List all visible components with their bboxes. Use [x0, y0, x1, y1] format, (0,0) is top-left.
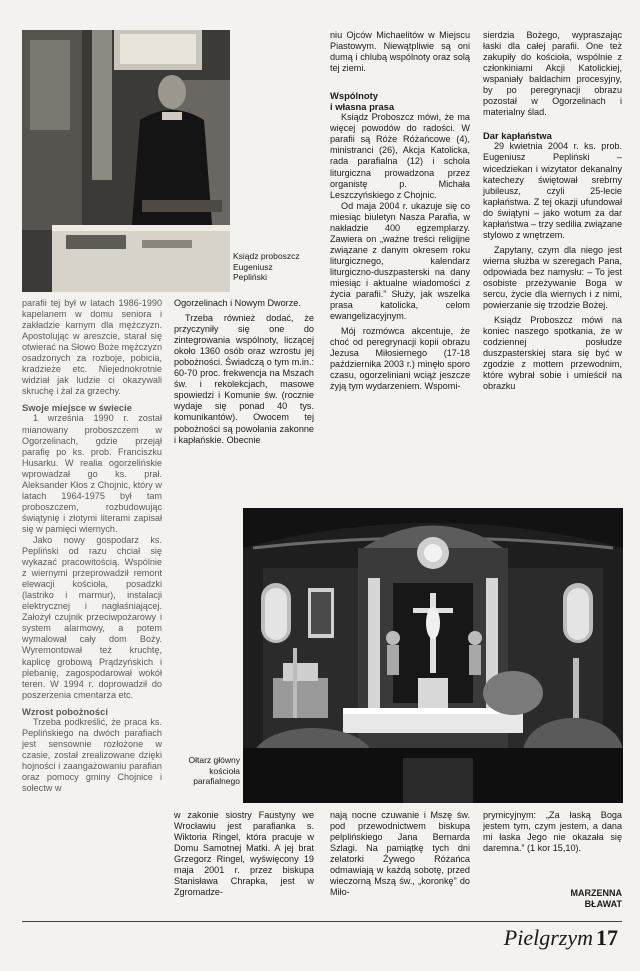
altar-photo-caption: [168, 755, 240, 787]
paragraph: 1 września 1990 r. został mianowany proboszczem w Ogorzelinach, gdzie przejął parafię po ks. prob. Franciszku Husarku. W realia ogorzelińskie wprowadzał go ks. prał. Aleksander Kłos z Chojnic, który w latach 1964-1975 był tam proboszczem, rozbudowując świątynię i złotymi literami zapisał się w pamięci wiernych.: [22, 413, 162, 534]
paragraph: Ogorzelinach i Nowym Dworze.: [174, 298, 301, 308]
altar-photo-image: [243, 508, 623, 803]
paragraph: niu Ojców Michaelitów w Miejscu Piastowym. Niewątpliwie są oni dumą i chlubą wspólnoty oraz solą tej ziemi.: [330, 30, 470, 74]
paragraph: Mój rozmówca akcentuje, że choć od peregrynacji kopii obrazu Jezusa Miłosiernego (17-18 października 2003 r.) minęło sporo czasu, ogorzeliniani wciąż jeszcze żyją tym wydarzeniem. Wspomi-: [330, 326, 470, 392]
priest-photo-caption: [233, 251, 303, 283]
paragraph: nają nocne czuwanie i Mszę św. pod przewodnictwem biskupa pelplińskiego Jana Bernarda Szlagi. Na pamiątkę tych dni zelatorki Żywego Różańca odmawiają w każdą sobotę, przed wieczorną Mszą św., „koronkę” do Miło-: [330, 810, 470, 898]
paragraph: Jako nowy gospodarz ks. Pepliński od razu chciał się wykazać pracowitością. Wspólnie z wiernymi przeprowadził remont elewacji kościoła, posadzki (lastriko i marmur), instalacji elektrycznej i nagłaśniającej. Założył czujnik przeciwpożarowy i system alarmowy, a potem wymalował cały dom Boży. Wyremontował też kruchtę, kaplicę grobową Prądzyńskich i plebanię, zagospodarował wokół teren. W 1994 r. doprowadził do poszerzenia cmentarza etc.: [22, 534, 162, 700]
article-column-6: [330, 810, 470, 898]
section-heading: Wzrost pobożności: [22, 705, 108, 717]
section-heading: Swoje miejsce w świecie: [22, 402, 132, 414]
article-column-1: [22, 298, 162, 794]
paragraph: 29 kwietnia 2004 r. ks. prob. Eugeniusz Pepliński – wicedziekan i wizytator dekanalny katechezy świętował srebrny jubileusz, czyli 25-lecie kapłaństwa. Z tej okazji ufundował do świątyni – jako wotum za dar kapłaństwa – trzy sedilia związane stylowo z wnętrzem.: [483, 141, 622, 240]
article-column-2: [174, 298, 314, 446]
page-footer: [504, 926, 618, 950]
paragraph: prymicyjnym: „Za łaską Boga jestem tym, czym jestem, a dana mi łaska Jego nie okazała się daremna.” (1 kor 15,10).: [483, 810, 622, 854]
caption-line: Eugeniusz: [233, 261, 273, 272]
priest-photo-image: [22, 30, 230, 292]
page-number: 17: [596, 925, 618, 950]
author-name-line: MARZENNA: [570, 888, 622, 898]
magazine-name: Pielgrzym: [503, 925, 593, 950]
article-column-4: [483, 30, 622, 392]
paragraph: Od maja 2004 r. ukazuje się co miesiąc biuletyn Nasza Parafia, w nakładzie 400 egzemplarzy. Zawiera on „ważne treści religijne związane z danym okresem roku liturgicznego, kalendarz liturgiczno-duszpasterski na dany miesiąc i aktualne wiadomości z życia parafii.” Służy, jak wszelka prasa katolicka, celom ewangelizacyjnym.: [330, 200, 470, 322]
altar-photo: [243, 508, 623, 803]
caption-line: Ołtarz główny: [188, 755, 240, 765]
section-heading: Dar kapłaństwa: [483, 130, 552, 142]
paragraph: sierdzia Bożego, wypraszając łaski dla całej parafii. One też zakupiły do kościoła, wspólnie z członkiniami Akcji Katolickiej, wspaniały baldachim procesyjny, by po peregrynacji obrazu pozostał w Ogorzelinach i materialny ślad.: [483, 30, 622, 118]
paragraph: Ksiądz Proboszcz mówi, że ma więcej powodów do radości. W parafii są Róże Różańcowe (4), ministranci (26), Akcja Katolicka, rada parafialna (12) i schola liturgiczna prowadzona przez organistę p. Michała Leszczyńskiego z Chojnic.: [330, 112, 470, 200]
section-heading: i własna prasa: [330, 101, 395, 113]
article-column-5: [174, 810, 314, 898]
paragraph: Trzeba podkreślić, że praca ks. Peplińskiego na dwóch parafiach jest sensownie rozłożone w czasie, został zrealizowane dzięki hojności i zaangażowaniu parafian oraz pomocy gminy Chojnice i sołectw w: [22, 716, 162, 794]
caption-line: Pepliński: [233, 272, 268, 283]
paragraph: parafii tej był w latach 1986-1990 kapelanem w domu seniora i zakładzie karnym dla mężczyzn. Apostolując w areszcie, starał się otwierać na Słowo Boże mężczyzn osadzonych za rozboje, pobicia, kradzieże etc. Niejednokrotnie widział jak ludzie ci okazywali skruchę i żal za grzechy.: [22, 298, 163, 397]
priest-photo: [22, 30, 230, 292]
paragraph: Ksiądz Proboszcz mówi na koniec naszego spotkania, że w codziennej posłudze duszpasterskiej stara się być w zgodzie z mottem przewodnim, które wybrał sobie i umieścił na obrazku: [483, 315, 622, 392]
paragraph: w zakonie siostry Faustyny we Wrocławiu jest parafianka s. Wiktoria Ringel, która pracuje w Domu Samotnej Matki. A jej brat Grzegorz Ringel, wyświęcony 19 maja 2001 r. przez biskupa Stanisława Chrapka, jest w Zgromadze-: [174, 810, 314, 898]
author-name-line: BŁAWAT: [584, 899, 622, 909]
paragraph: Zapytany, czym dla niego jest wierna służba w szeregach Pana, odpowiada bez namysłu: – To jest osobiste przeżywanie Boga w sercu, życie dla wiernych i z nimi, powierzanie się trzodzie Bożej.: [483, 244, 622, 311]
caption-line: kościoła: [209, 765, 240, 776]
caption-line: Ksiądz proboszcz: [233, 251, 300, 261]
paragraph: Trzeba również dodać, że przyczyniły się one do zintegrowania wspólnoty, liczącej około 1360 osób oraz wzrostu jej pobożności. Świadczą o tym m.in.: 60-70 proc. frekwencja na Mszach św. i rekolekcjach, masowe spowiedzi i Komunie św. (rocznie wydaje się ponad 40 tys. komunikantów). Owocem tej pobożności są powołania zakonne i kapłańskie. Obecnie: [174, 313, 314, 445]
section-heading: Wspólnoty: [330, 90, 378, 102]
article-column-3: [330, 30, 470, 392]
article-column-7: [483, 810, 622, 854]
author-signature: [520, 888, 622, 910]
footer-divider: [22, 921, 622, 922]
caption-line: parafialnego: [193, 776, 240, 787]
